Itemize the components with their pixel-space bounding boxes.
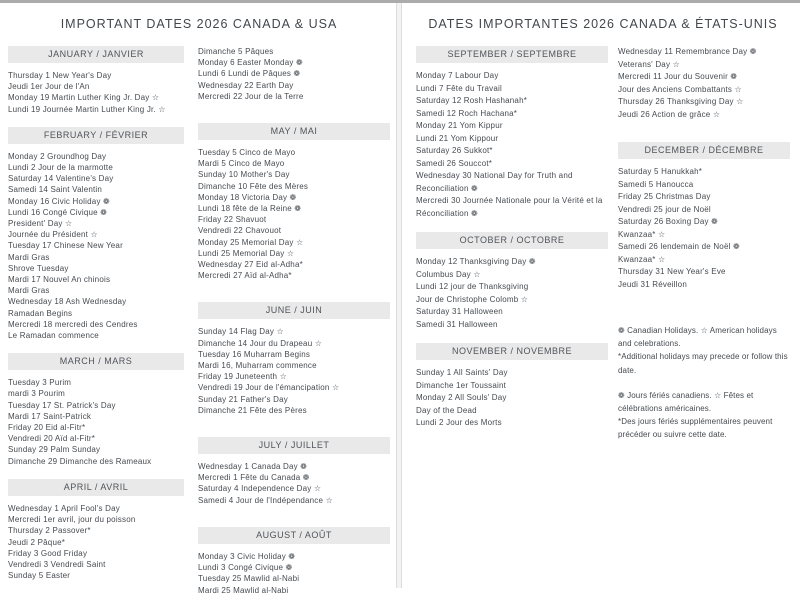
date-item: Samedi 5 Hanoucca bbox=[618, 179, 694, 189]
date-item: Saturday 31 Halloween bbox=[416, 307, 503, 316]
date-item: Jeudi 1er Jour de l'An bbox=[8, 82, 90, 92]
date-item: Sunday 5 Easter bbox=[8, 571, 71, 581]
date-item: Sunday 1 All Saints' Day bbox=[416, 368, 508, 377]
date-item: Monday 7 Labour Day bbox=[416, 71, 499, 80]
month-header: NOVEMBER / NOVEMBRE bbox=[416, 343, 608, 360]
date-item: Saturday 4 Independence Day ☆ bbox=[198, 484, 322, 494]
date-item: Mercredi 1er avril, jour du poisson bbox=[8, 515, 136, 525]
legend-note-group bbox=[618, 324, 790, 377]
month-header: DECEMBER / DÉCEMBRE bbox=[618, 142, 790, 159]
date-item: Wednesday 27 Eid al-Adha* bbox=[198, 260, 303, 270]
date-item: Wednesday 18 Ash Wednesday bbox=[8, 297, 127, 307]
date-item: Friday 25 Christmas Day bbox=[618, 192, 711, 201]
month-column bbox=[8, 46, 184, 596]
month-section bbox=[416, 343, 608, 430]
date-item: Monday 18 Victoria Day ❁ bbox=[198, 192, 297, 202]
date-item: Samedi 12 Roch Hachana* bbox=[416, 108, 518, 118]
date-item: Samedi 26 Souccot* bbox=[416, 158, 493, 168]
date-item: Monday 16 Civic Holiday ❁ bbox=[8, 196, 110, 206]
date-item: Saturday 12 Rosh Hashanah* bbox=[416, 96, 528, 105]
date-item: Saturday 5 Hanukkah* bbox=[618, 167, 703, 176]
date-item: Kwanzaa* ☆ bbox=[618, 254, 666, 264]
date-item: Tuesday 5 Cinco de Mayo bbox=[198, 148, 296, 158]
month-section bbox=[8, 127, 184, 341]
date-item: Tuesday 3 Purim bbox=[8, 378, 72, 388]
date-item: Lundi 18 fête de la Reine ❁ bbox=[198, 204, 302, 214]
date-item: Sunday 10 Mother's Day bbox=[198, 170, 290, 180]
date-item: Dimanche 10 Fête des Mères bbox=[198, 181, 309, 191]
month-section bbox=[8, 353, 184, 467]
date-item: Monday 3 Civic Holiday ❁ bbox=[198, 551, 296, 561]
month-section bbox=[198, 46, 390, 102]
month-section bbox=[198, 527, 390, 596]
date-item: Mercredi 30 Journée Nationale pour la Vérité et la Réconciliation ❁ bbox=[416, 196, 603, 218]
date-item: Monday 25 Memorial Day ☆ bbox=[198, 237, 304, 247]
date-item: Lundi 2 Jour de la marmotte bbox=[8, 163, 114, 173]
date-item: Wednesday 22 Earth Day bbox=[198, 80, 294, 90]
month-header: SEPTEMBER / SEPTEMBRE bbox=[416, 46, 608, 63]
month-header: MARCH / MARS bbox=[8, 353, 184, 370]
month-section bbox=[198, 302, 390, 416]
date-item: Monday 6 Easter Monday ❁ bbox=[198, 58, 303, 68]
month-section bbox=[8, 479, 184, 581]
date-item: Dimanche 14 Jour du Drapeau ☆ bbox=[198, 338, 323, 348]
date-item: Saturday 26 Sukkot* bbox=[416, 146, 493, 155]
month-section bbox=[618, 46, 790, 121]
date-item: Mercredi 11 Jour du Souvenir ❁ bbox=[618, 72, 738, 81]
date-item: Samedi 14 Saint Valentin bbox=[8, 185, 103, 195]
month-header: FEBRUARY / FÉVRIER bbox=[8, 127, 184, 144]
legend-note-line: ❁ Canadian Holidays. ☆ American holidays and celebrations. bbox=[618, 326, 777, 349]
date-item: Lundi 6 Lundi de Pâques ❁ bbox=[198, 69, 301, 79]
date-item: Monday 12 Thanksgiving Day ❁ bbox=[416, 257, 536, 266]
date-item: Vendredi 25 jour de Noël bbox=[618, 204, 711, 214]
month-header: OCTOBER / OCTOBRE bbox=[416, 232, 608, 249]
month-section bbox=[618, 142, 790, 291]
date-item: Wednesday 11 Remembrance Day ❁ bbox=[618, 47, 757, 56]
date-item: Columbus Day ☆ bbox=[416, 269, 481, 279]
date-item: Veterans' Day ☆ bbox=[618, 59, 680, 69]
page-left-english bbox=[0, 3, 396, 595]
date-item: Samedi 26 lendemain de Noël ❁ bbox=[618, 242, 740, 251]
date-item: Mardi 25 Mawlid al-Nabi bbox=[198, 585, 289, 595]
month-column bbox=[618, 46, 790, 442]
legend-note-group bbox=[618, 389, 790, 442]
date-item: Mercredi 1 Fête du Canada ❁ bbox=[198, 473, 310, 483]
date-item: Mardi 17 Saint-Patrick bbox=[8, 411, 92, 421]
page-title-french: DATES IMPORTANTES 2026 CANADA & ÉTATS-UNIS bbox=[428, 17, 778, 31]
date-item: Ramadan Begins bbox=[8, 308, 73, 318]
date-item: Wednesday 1 Canada Day ❁ bbox=[198, 462, 308, 472]
date-item: Shrove Tuesday bbox=[8, 263, 69, 273]
month-header: JULY / JUILLET bbox=[198, 437, 390, 454]
page-left-columns bbox=[8, 46, 390, 596]
date-item: Day of the Dead bbox=[416, 405, 477, 415]
month-column bbox=[416, 46, 608, 442]
date-item: Mercredi 22 Jour de la Terre bbox=[198, 91, 304, 101]
date-item: Lundi 7 Fête du Travail bbox=[416, 83, 502, 93]
date-item: Lundi 2 Jour des Morts bbox=[416, 418, 502, 427]
date-item: Tuesday 25 Mawlid al-Nabi bbox=[198, 574, 300, 584]
date-item: Dimanche 21 Fête des Pères bbox=[198, 405, 307, 415]
page-title-english: IMPORTANT DATES 2026 CANADA & USA bbox=[60, 17, 338, 31]
date-item: Thursday 2 Passover* bbox=[8, 526, 91, 536]
date-item: Tuesday 17 St. Patrick's Day bbox=[8, 400, 116, 410]
date-item: Lundi 12 jour de Thanksgiving bbox=[416, 282, 529, 291]
legend-note-line: *Des jours fériés supplémentaires peuvent précéder ou suivre cette date. bbox=[618, 417, 773, 440]
month-header: MAY / MAI bbox=[198, 123, 390, 140]
date-item: Mercredi 18 mercredi des Cendres bbox=[8, 319, 138, 329]
date-item: Tuesday 16 Muharram Begins bbox=[198, 349, 311, 359]
date-item: Thursday 1 New Year's Day bbox=[8, 71, 112, 80]
date-item: Vendredi 22 Chavouot bbox=[198, 226, 282, 236]
date-item: Thursday 26 Thanksgiving Day ☆ bbox=[618, 97, 744, 106]
date-item: Lundi 16 Congé Civique ❁ bbox=[8, 207, 108, 217]
date-item: Sunday 21 Father's Day bbox=[198, 394, 288, 404]
date-item: Vendredi 19 Jour de l'émancipation ☆ bbox=[198, 383, 340, 393]
date-item: Monday 2 All Souls' Day bbox=[416, 393, 507, 402]
date-item: Friday 22 Shavuot bbox=[198, 215, 267, 225]
date-item: Le Ramadan commence bbox=[8, 331, 99, 341]
page-right-columns bbox=[416, 46, 790, 442]
month-section bbox=[416, 232, 608, 331]
month-header: JANUARY / JANVIER bbox=[8, 46, 184, 63]
date-item: mardi 3 Pourim bbox=[8, 389, 66, 399]
date-item: Jeudi 26 Action de grâce ☆ bbox=[618, 109, 721, 119]
date-item: Mardi 5 Cinco de Mayo bbox=[198, 159, 285, 169]
date-item: Mardi 17 Nouvel An chinois bbox=[8, 275, 111, 285]
date-item: Vendredi 3 Vendredi Saint bbox=[8, 559, 106, 569]
date-item: Mercredi 27 Aïd al-Adha* bbox=[198, 271, 292, 281]
legend-note-line: *Additional holidays may precede or follow this date. bbox=[618, 352, 788, 375]
date-item: Jeudi 2 Pâque* bbox=[8, 537, 66, 547]
month-section bbox=[416, 46, 608, 220]
month-header: JUNE / JUIN bbox=[198, 302, 390, 319]
page-right-french bbox=[402, 3, 794, 588]
date-item: Saturday 26 Boxing Day ❁ bbox=[618, 217, 718, 226]
date-item: Kwanzaa* ☆ bbox=[618, 229, 666, 239]
date-item: Journée du Président ☆ bbox=[8, 230, 98, 240]
date-item: Jour des Anciens Combattants ☆ bbox=[618, 84, 742, 94]
date-item: Wednesday 30 National Day for Truth and Reconciliation ❁ bbox=[416, 171, 573, 193]
date-item: Mardi Gras bbox=[8, 286, 50, 296]
planner-spread bbox=[0, 3, 800, 595]
date-item: Sunday 14 Flag Day ☆ bbox=[198, 327, 284, 337]
legend-note-line: ❁ Jours fériés canadiens. ☆ Fêtes et célébrations américaines. bbox=[618, 390, 754, 414]
date-item: Lundi 21 Yom Kippour bbox=[416, 133, 499, 143]
date-item: Friday 20 Eid al-Fitr* bbox=[8, 423, 86, 433]
date-item: Jeudi 31 Réveillon bbox=[618, 279, 687, 289]
month-column bbox=[198, 46, 390, 596]
date-item: Mardi Gras bbox=[8, 252, 50, 262]
date-item: Friday 3 Good Friday bbox=[8, 548, 88, 558]
month-header: AUGUST / AOÛT bbox=[198, 527, 390, 544]
date-item: Samedi 4 Jour de l'Indépendance ☆ bbox=[198, 495, 333, 505]
date-item: Thursday 31 New Year's Eve bbox=[618, 267, 726, 276]
month-header: APRIL / AVRIL bbox=[8, 479, 184, 496]
date-item: Dimanche 29 Dimanche des Rameaux bbox=[8, 456, 152, 466]
date-item: Wednesday 1 April Fool's Day bbox=[8, 503, 120, 513]
date-item: Lundi 19 Journée Martin Luther King Jr. ☆ bbox=[8, 104, 166, 114]
date-item: Monday 2 Groundhog Day bbox=[8, 151, 107, 161]
date-item: Jour de Christophe Colomb ☆ bbox=[416, 294, 529, 304]
date-item: Lundi 3 Congé Civique ❁ bbox=[198, 563, 293, 573]
month-section bbox=[198, 123, 390, 281]
date-item: Mardi 16, Muharram commence bbox=[198, 361, 317, 371]
date-item: Samedi 31 Halloween bbox=[416, 319, 498, 329]
month-section bbox=[8, 46, 184, 115]
date-item: Dimanche 5 Pâques bbox=[198, 47, 274, 56]
date-item: Monday 21 Yom Kippur bbox=[416, 121, 503, 130]
date-item: Tuesday 17 Chinese New Year bbox=[8, 241, 123, 251]
date-item: President' Day ☆ bbox=[8, 219, 73, 229]
date-item: Monday 19 Martin Luther King Jr. Day ☆ bbox=[8, 93, 160, 103]
date-item: Sunday 29 Palm Sunday bbox=[8, 445, 101, 455]
month-section bbox=[198, 437, 390, 506]
date-item: Lundi 25 Memorial Day ☆ bbox=[198, 248, 295, 258]
date-item: Friday 19 Juneteenth ☆ bbox=[198, 372, 287, 382]
date-item: Vendredi 20 Aïd al-Fitr* bbox=[8, 434, 96, 444]
date-item: Dimanche 1er Toussaint bbox=[416, 380, 507, 390]
date-item: Saturday 14 Valentine's Day bbox=[8, 174, 114, 184]
